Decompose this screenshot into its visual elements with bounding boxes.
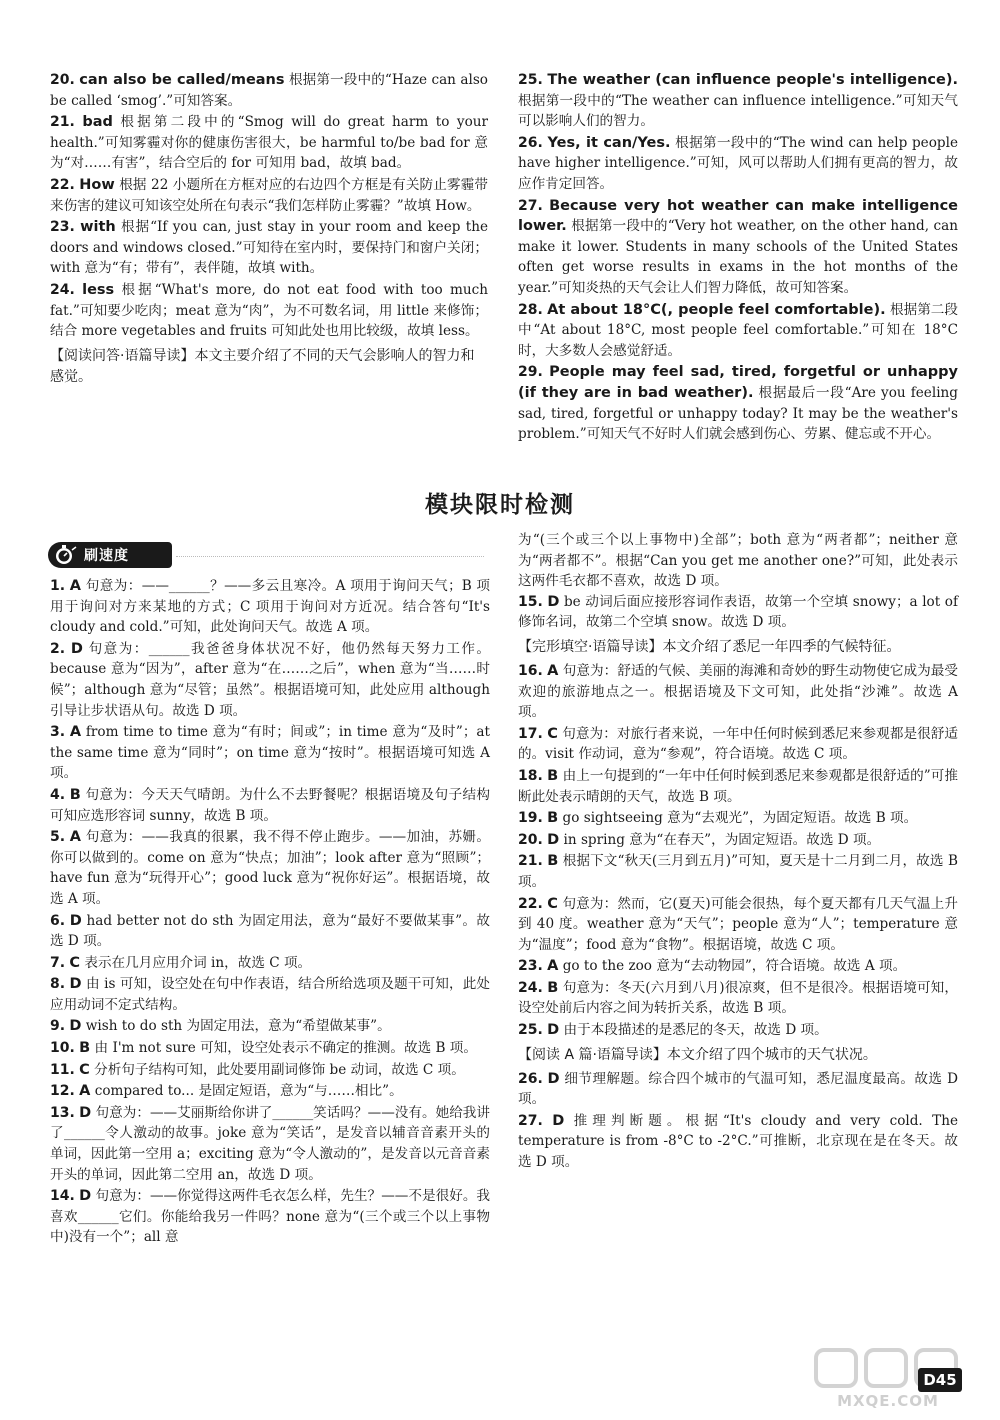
answer-explanation: 根据第一段中的“Very hot weather, on the other hand, can make it lower. Students in many schools of the United States often get worse results in exams in the hot months of the year.”可知炎热的天气会让人们智力降低，故可知答案。 <box>518 218 958 296</box>
answer-item <box>518 1111 958 1173</box>
answer-number: 22. <box>50 176 75 193</box>
answer-number: 20. <box>518 831 543 848</box>
answer-number: 11. <box>50 1061 75 1078</box>
answer-key: At about 18°C(, people feel comfortable). <box>547 301 886 318</box>
answer-number: 27. <box>518 197 543 214</box>
answer-key: C <box>547 725 558 742</box>
answer-number: 12. <box>50 1083 75 1100</box>
answer-item <box>518 766 958 807</box>
answer-item <box>50 639 490 721</box>
answer-key: D <box>69 912 82 929</box>
answer-explanation: 句意为：然而，它(夏天)可能会很热，每个夏天都有几天气温上升到 40 度。weather 意为“天气”；people 意为“人”；temperature 意为“温度”；food 意为“食物”。根据语境，故选 C 项。 <box>518 895 959 953</box>
answer-explanation: from time to time 意为“有时；间或”；in time 意为“及时”；at the same time 意为“同时”；on time 意为“按时”。根据语境可知选 A 项。 <box>50 724 490 782</box>
answer-explanation: 由上一句提到的“一年中任何时候到悉尼来参观都是很舒适的”可推断此处表示晴朗的天气，故选 B 项。 <box>518 767 958 805</box>
answer-number: 20. <box>50 72 75 88</box>
answer-key: D <box>69 976 82 993</box>
answer-item <box>518 851 958 892</box>
answer-item <box>50 827 490 909</box>
answer-explanation: 推理判断题。根据“It's cloudy and very cold. The temperature is from -8°C to -2°C.”可推断，北京现在是在冬天。故选 D 项。 <box>518 1112 959 1171</box>
answer-item <box>518 894 958 956</box>
answer-item <box>518 1020 958 1041</box>
answer-item <box>50 1060 490 1081</box>
answer-key: can also be called/means <box>79 72 285 88</box>
answer-number: 24. <box>518 979 543 996</box>
answer-key: D <box>547 593 560 610</box>
answer-explanation: 句意为：——______？——多云且寒冷。A 项用于询问天气；B 项用于询问对方来某地的方式；C 项用于询问对方近况。结合答句“It's cloudy and cold.”可知，此处询问天气。故选 A 项。 <box>50 578 491 636</box>
answer-number: 21. <box>518 853 543 870</box>
answer-item <box>518 830 958 851</box>
answer-number: 25. <box>518 72 543 88</box>
answer-explanation: 表示在几月应用介词 in，故选 C 项。 <box>84 954 312 971</box>
answer-item <box>518 133 958 195</box>
answer-key: B <box>69 786 81 803</box>
answer-item <box>518 956 958 977</box>
answer-item <box>50 576 490 638</box>
answer-explanation: 由于本段描述的是悉尼的冬天，故选 D 项。 <box>563 1022 828 1039</box>
answer-explanation: compared to... 是固定短语，意为“与……相比”。 <box>94 1083 403 1100</box>
answer-key: C <box>69 954 81 971</box>
answer-key: with <box>80 219 116 236</box>
answer-explanation: 句意为：——我真的很累，我不得不停止跑步。——加油，苏姗。你可以做到的。come on 意为“快点；加油”；look after 意为“照顾”；have fun 意为“玩得开心”；good luck 意为“祝你好运”。根据语境，故选 A 项。 <box>50 829 491 907</box>
answer-explanation: 根据第一段中的“Haze can also be called ‘smog’.”可知答案。 <box>50 72 488 109</box>
answer-explanation: 根据 22 小题所在方框对应的右边四个方框是有关防止雾霾带来伤害的建议可知该空处所在句表示“我们怎样防止雾霾？”故填 How。 <box>50 176 488 214</box>
answer-number: 21. <box>50 114 75 131</box>
stopwatch-icon <box>52 544 78 566</box>
answer-item <box>50 974 490 1015</box>
answer-item <box>518 1069 958 1110</box>
answer-number: 2. <box>50 640 66 657</box>
answer-item <box>50 785 490 826</box>
answer-key: D <box>547 1070 560 1087</box>
answer-key: B <box>79 1040 91 1057</box>
answer-number: 10. <box>50 1040 75 1057</box>
answer-number: 17. <box>518 725 543 742</box>
answer-key: B <box>547 767 559 784</box>
answer-explanation: 句意为：对旅行者来说，一年中任何时候到悉尼来参观都是很舒适的。visit 作动词，意为“参观”，符合语境。故选 C 项。 <box>518 725 959 763</box>
watermark-url: MXQE.COM <box>837 1392 939 1410</box>
section-title: 模块限时检测 <box>425 492 575 518</box>
answer-key: B <box>547 810 559 827</box>
answer-number: 29. <box>518 364 543 381</box>
answer-explanation: 根据第一段中的“The wind can help people have higher intelligence.”可知，风可以帮助人们拥有更高的智力，故应作肯定回答。 <box>518 134 958 192</box>
answer-item <box>518 196 958 299</box>
answer-number: 15. <box>518 593 543 610</box>
answer-key: bad <box>82 114 113 131</box>
answer-item <box>518 978 958 1019</box>
answer-item <box>50 1081 490 1102</box>
answer-item <box>50 1016 490 1037</box>
answer-item <box>50 175 488 216</box>
answer-number: 26. <box>518 134 543 151</box>
answer-explanation: 句意为：今天天气晴朗。为什么不去野餐呢？根据语境及句子结构可知应选形容词 sunny，故选 B 项。 <box>50 786 491 824</box>
answer-explanation: 由 is 可知，设空处在句中作表语，结合所给选项及题干可知，此处应用动词不定式结构。 <box>50 976 491 1013</box>
answer-item <box>518 808 958 829</box>
answer-explanation: go to the zoo 意为“去动物园”，符合语境。故选 A 项。 <box>562 958 907 975</box>
answer-number: 23. <box>518 958 543 975</box>
answer-number: 3. <box>50 724 66 741</box>
answer-explanation: 句意为：冬天(六月到八月)很凉爽，但不是很冷。根据语境可知，设空处前后内容之间为转折关系，故选 B 项。 <box>518 979 959 1017</box>
answer-key: A <box>69 829 82 846</box>
answer-item <box>518 362 958 444</box>
answer-key: A <box>69 578 82 594</box>
answer-key: D <box>547 831 560 848</box>
answer-item <box>50 911 490 952</box>
answer-explanation: 根据下文“秋天(三月到五月)”可知，夏天是十二月到二月，故选 B 项。 <box>518 853 958 890</box>
answer-item <box>50 112 488 174</box>
answers-top-left <box>50 70 488 391</box>
answer-number: 6. <box>50 912 66 929</box>
answer-item <box>518 592 958 633</box>
answer-number: 27. <box>518 1112 543 1129</box>
passage-guide-reading: 【阅读 A 篇·语篇导读】本文介绍了四个城市的天气状况。 <box>518 1046 877 1063</box>
answer-key: Because very hot weather can make intelligence lower. <box>518 197 958 235</box>
answer-number: 19. <box>518 810 543 827</box>
answer-number: 18. <box>518 767 543 784</box>
answer-key: D <box>552 1112 565 1129</box>
answer-explanation: had better not do sth 为固定用法，意为“最好不要做某事”。故选 D 项。 <box>50 912 490 950</box>
answer-explanation: in spring 意为“在春天”，为固定短语。故选 D 项。 <box>563 831 881 848</box>
answer-number: 23. <box>50 219 75 236</box>
answer-explanation: 根据“What's more, do not eat food with too much fat.”可知要少吃肉；meat 意为“肉”，为不可数名词，用 little 来修饰；结合 more vegetables and fruits 可知此处也用比较级，故填 less。 <box>50 281 489 340</box>
answer-key: A <box>79 1083 91 1100</box>
answer-item <box>50 70 488 111</box>
page-number: D45 <box>918 1368 962 1392</box>
answer-number: 28. <box>518 301 543 318</box>
answer-number: 25. <box>518 1022 543 1039</box>
answer-explanation: 根据第一段中的“The weather can influence intelligence.”可知天气可以影响人们的智力。 <box>518 92 958 130</box>
answer-number: 16. <box>518 662 543 679</box>
answer-item <box>518 661 958 723</box>
answer-item <box>50 217 488 279</box>
answer-explanation: 根据最后一段“Are you feeling sad, tired, forgetful or unhappy today? It may be the weather's problem.”可知天气不好时人们就会感到伤心、劳累、健忘或不开心。 <box>518 384 958 443</box>
speed-badge <box>48 542 172 568</box>
answer-continuation: 为“(三个或三个以上事物中)全部”；both 意为“两者都”；neither 意为“两者都不”。根据“Can you get me another one?”可知，此处表示这两件毛衣都不喜欢，故选 D 项。 <box>518 532 958 590</box>
answer-explanation: 根据第二段中“At about 18°C, most people feel comfortable.”可知在 18°C 时，大多数人会感觉舒适。 <box>518 301 959 359</box>
answer-number: 26. <box>518 1070 543 1087</box>
answer-number: 13. <box>50 1104 75 1121</box>
answer-key: D <box>79 1104 92 1121</box>
answer-key: The weather (can influence people's intelligence). <box>547 72 958 88</box>
answer-item <box>518 300 958 362</box>
answer-explanation: 根据第二段中的“Smog will do great harm to your health.”可知雾霾对你的健康伤害很大，be harmful to/be bad for 意为“对……有害”，结合空后的 for 可知用 bad，故填 bad。 <box>50 114 489 172</box>
answer-key: C <box>79 1061 90 1078</box>
answer-key: A <box>547 662 559 679</box>
answer-explanation: 细节理解题。综合四个城市的气温可知，悉尼温度最高。故选 D 项。 <box>518 1070 958 1108</box>
answer-key: People may feel sad, tired, forgetful or unhappy (if they are in bad weather). <box>518 364 958 401</box>
answer-explanation: 句意为：______我爸爸身体状况不好，他仍然每天努力工作。because 意为“因为”，after 意为“在……之后”，when 意为“当……时候”；although 意为“尽管；虽然”。根据语境可知，此处应用 although 引导让步状语从句。故选 D 项。 <box>50 640 491 719</box>
answer-number: 4. <box>50 786 66 803</box>
answer-number: 14. <box>50 1188 75 1205</box>
answer-number: 7. <box>50 954 66 971</box>
answer-key: D <box>547 1022 560 1039</box>
answer-explanation: 根据“If you can, just stay in your room and keep the doors and windows closed.”可知待在室内时，要保持门和窗户关闭；with 意为“有；带有”，表伴随，故填 with。 <box>50 219 489 277</box>
answer-key: Yes, it can/Yes. <box>547 134 671 151</box>
passage-guide-cloze: 【完形填空·语篇导读】本文介绍了悉尼一年四季的气候特征。 <box>518 638 901 655</box>
answer-item <box>50 1103 490 1185</box>
answer-key: D <box>69 1018 82 1035</box>
answer-explanation: 句意为：舒适的气候、美丽的海滩和奇妙的野生动物使它成为最受欢迎的旅游地点之一。根据语境及下文可知，此处指“沙滩”。故选 A 项。 <box>518 662 958 721</box>
speed-label: 刷速度 <box>84 548 129 564</box>
answer-explanation: 由 I'm not sure 可知，设空处表示不确定的推测。故选 B 项。 <box>94 1040 477 1057</box>
answer-number: 8. <box>50 976 66 993</box>
answer-number: 9. <box>50 1018 66 1035</box>
answers-bottom-left <box>50 576 490 1249</box>
answer-key: B <box>547 979 559 996</box>
answer-item <box>518 70 958 132</box>
answer-key: less <box>82 281 115 298</box>
answer-item <box>518 724 958 765</box>
answer-key: D <box>79 1188 92 1205</box>
answer-explanation: 分析句子结构可知，此处要用副词修饰 be 动词，故选 C 项。 <box>94 1061 465 1078</box>
answer-number: 22. <box>518 895 543 912</box>
answer-key: A <box>69 724 82 741</box>
answer-explanation: wish to do sth 为固定用法，意为“希望做某事”。 <box>85 1018 391 1035</box>
answer-key: A <box>547 958 559 975</box>
answer-explanation: 句意为：——艾丽斯给你讲了______笑话吗？——没有。她给我讲了______令人激动的故事。joke 意为“笑话”，是发音以辅音音素开头的单词，因此第一空用 a；exciting 意为“令人激动的”，是发音以元音音素开头的单词，因此第二空用 an，故选 D 项。 <box>50 1104 491 1183</box>
answers-bottom-right <box>518 530 958 1174</box>
answer-key: D <box>70 640 83 657</box>
answer-explanation: be 动词后面应接形容词作表语，故第一个空填 snowy；a lot of 修饰名词，故第二个空填 snow。故选 D 项。 <box>518 593 958 631</box>
answer-explanation: 句意为：——你觉得这两件毛衣怎么样，先生？——不是很好。我喜欢______它们。你能给我另一件吗？none 意为“(三个或三个以上事物中)没有一个”；all 意 <box>50 1188 491 1246</box>
answers-top-right <box>518 70 958 446</box>
passage-guide: 【阅读问答·语篇导读】本文主要介绍了不同的天气会影响人的智力和感觉。 <box>50 347 475 385</box>
divider <box>176 556 484 557</box>
answer-key: How <box>79 176 115 193</box>
answer-item <box>50 1186 490 1248</box>
answer-explanation: go sightseeing 意为“去观光”，为固定短语。故选 B 项。 <box>562 810 918 827</box>
answer-number: 5. <box>50 829 66 846</box>
answer-key: C <box>547 895 558 912</box>
answer-key: B <box>547 853 559 870</box>
answer-item <box>50 722 490 784</box>
answer-item <box>50 953 490 974</box>
answer-number: 1. <box>50 578 66 594</box>
answer-item <box>50 280 488 342</box>
answer-number: 24. <box>50 281 75 298</box>
answer-item <box>50 1038 490 1059</box>
